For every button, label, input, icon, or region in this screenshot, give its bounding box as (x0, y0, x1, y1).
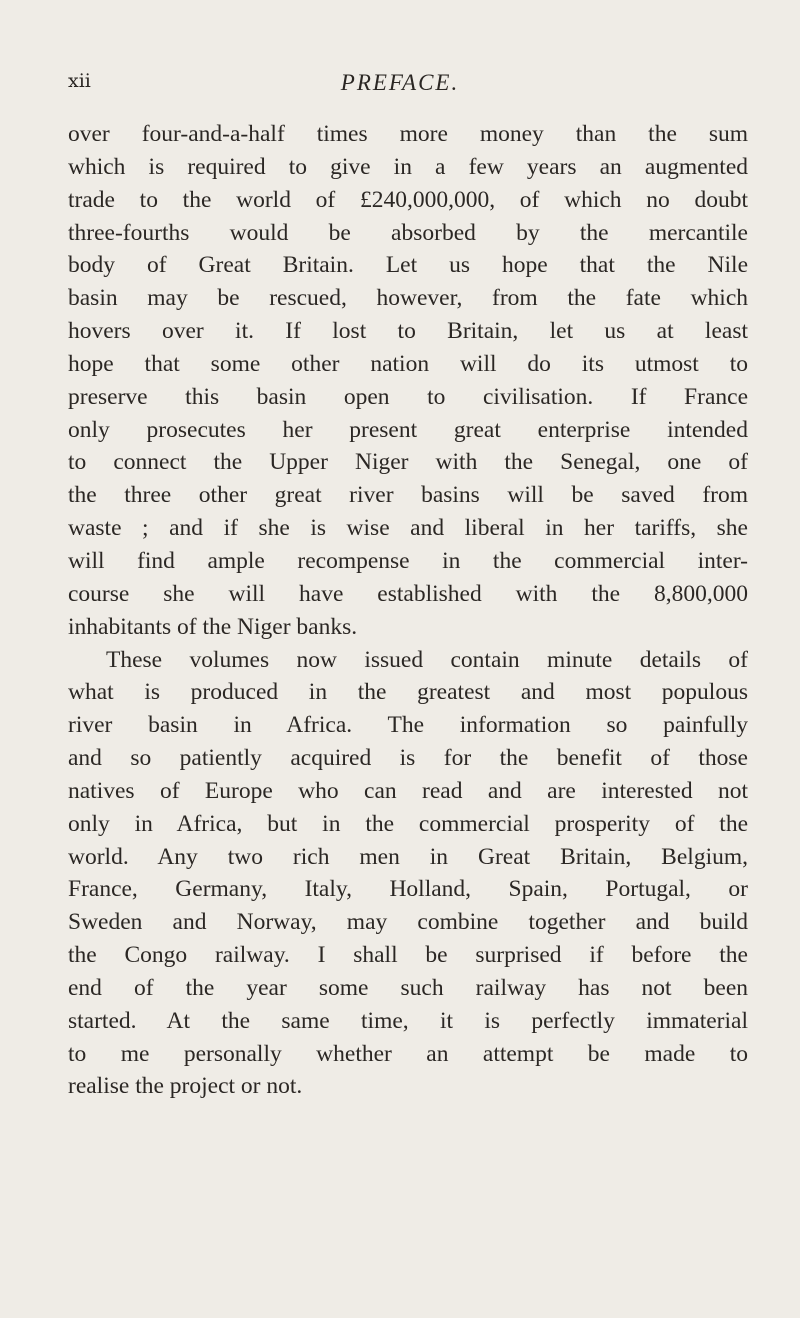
text-line: river basin in Africa. The information so painfully (68, 712, 748, 739)
text-line: the Congo railway. I shall be surprised if before the (68, 942, 748, 969)
text-line: started. At the same time, it is perfectly immaterial (68, 1007, 748, 1034)
text-line: body of Great Britain. Let us hope that the Nile (68, 252, 748, 279)
text-line: trade to the world of £240,000,000, of which no doubt (68, 186, 748, 213)
text-line: preserve this basin open to civilisation. If France (68, 383, 748, 410)
text-line: hope that some other nation will do its utmost to (68, 350, 748, 377)
text-line: what is produced in the greatest and most populous (68, 679, 748, 706)
text-line: Sweden and Norway, may combine together and build (68, 909, 748, 936)
text-line: world. Any two rich men in Great Britain, Belgium, (68, 843, 748, 870)
text-line: only prosecutes her present great enterprise intended (68, 416, 748, 443)
text-line: to connect the Upper Niger with the Senegal, one of (68, 449, 748, 476)
text-line: and so patiently acquired is for the benefit of those (68, 745, 748, 772)
text-line: which is required to give in a few years an augmented (68, 153, 748, 180)
text-line: inhabitants of the Niger banks. (68, 613, 358, 640)
text-line: only in Africa, but in the commercial prosperity of the (68, 810, 748, 837)
running-head (0, 70, 800, 104)
text-line: three-fourths would be absorbed by the mercantile (68, 219, 748, 246)
text-line: realise the project or not. (68, 1073, 303, 1100)
paragraph-1 (68, 118, 748, 644)
text-line: basin may be rescued, however, from the fate which (68, 285, 748, 312)
text-line: waste ; and if she is wise and liberal in her tariffs, she (68, 515, 748, 542)
running-title: PREFACE. (340, 70, 460, 95)
text-line: course she will have established with the 8,800,000 (68, 580, 748, 607)
text-line: These volumes now issued contain minute details of (106, 646, 748, 673)
paragraph-2 (68, 644, 748, 1104)
text-line: natives of Europe who can read and are interested not (68, 777, 748, 804)
text-line: to me personally whether an attempt be made to (68, 1040, 748, 1067)
text-line: end of the year some such railway has not been (68, 974, 748, 1001)
text-line: France, Germany, Italy, Holland, Spain, Portugal, or (68, 876, 748, 903)
text-line: will find ample recompense in the commercial inter- (68, 547, 748, 574)
page-number: xii (68, 70, 91, 92)
body-text (68, 118, 748, 1103)
text-line: the three other great river basins will be saved from (68, 482, 748, 509)
text-line: over four-and-a-half times more money than the sum (68, 121, 748, 147)
text-line: hovers over it. If lost to Britain, let us at least (68, 318, 748, 345)
